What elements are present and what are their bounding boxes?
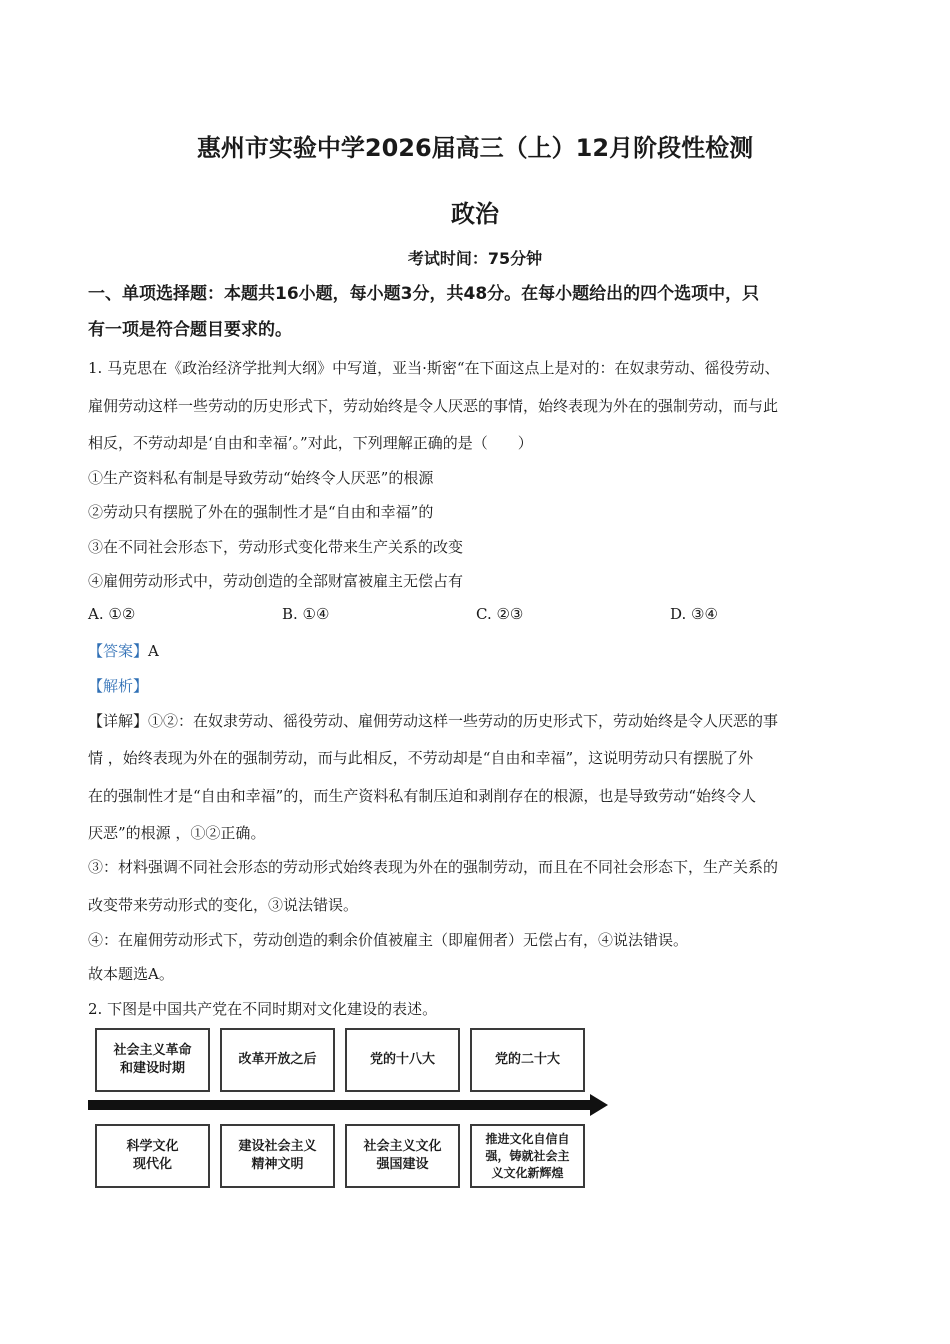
statement-label: 强，铸就社会主	[485, 1148, 570, 1163]
q1-statement: ②劳动只有摆脱了外在的强制性才是“自由和幸福”的	[88, 503, 434, 521]
answer-value: A	[148, 642, 159, 660]
period-label: 党的十八大	[369, 1052, 435, 1067]
detail-text: ①②：在奴隶劳动、徭役劳动、雇佣劳动这样一些劳动的历史形式下，劳动始终是令人厌恶的事	[148, 712, 779, 730]
period-label: 社会主义革命	[113, 1043, 192, 1058]
q1-option-d: D. ③④	[670, 605, 718, 623]
period-label: 党的二十大	[494, 1052, 560, 1067]
statement-label: 现代化	[132, 1157, 172, 1172]
section-heading-line: 有一项是符合题目要求的。	[88, 320, 292, 340]
q1-detail-line: 厌恶”的根源 ，①②正确。	[88, 824, 266, 842]
q1-detail-line: 故本题选A。	[88, 965, 174, 983]
statement-box	[95, 1124, 210, 1188]
statement-label: 社会主义文化	[363, 1139, 442, 1154]
statement-label: 推进文化自信自	[485, 1131, 570, 1146]
q1-detail-line: ③：材料强调不同社会形态的劳动形式始终表现为外在的强制劳动，而且在不同社会形态下，生产关系的	[88, 858, 779, 876]
statement-box	[345, 1124, 460, 1188]
statement-box	[220, 1124, 335, 1188]
timeline-arrow-shaft	[88, 1100, 592, 1110]
statement-label: 建设社会主义	[238, 1139, 317, 1154]
q1-stem-line: 相反，不劳动却是‘自由和幸福’。”对此，下列理解正确的是（ ）	[88, 434, 533, 452]
period-label: 改革开放之后	[238, 1052, 317, 1067]
q1-statement: ①生产资料私有制是导致劳动“始终令人厌恶”的根源	[88, 469, 434, 487]
analysis-tag: 【解析】	[88, 677, 149, 695]
exam-time: 考试时间：75分钟	[407, 249, 543, 268]
period-box	[95, 1028, 210, 1092]
q1-detail-line: 在的强制性才是“自由和幸福”的，而生产资料私有制压迫和剥削存在的根源，也是导致劳动“始终令人	[88, 787, 757, 805]
q1-option-c: C. ②③	[476, 605, 524, 623]
q1-detail-line	[88, 710, 888, 731]
q2-stem: 2. 下图是中国共产党在不同时期对文化建设的表述。	[88, 1000, 438, 1018]
q1-stem-line: 雇佣劳动这样一些劳动的历史形式下，劳动始终是令人厌恶的事情，始终表现为外在的强制劳动，而与此	[88, 397, 779, 415]
section-heading-line: 一、单项选择题：本题共16小题，每小题3分，共48分。在每小题给出的四个选项中，只	[88, 284, 760, 304]
statement-label: 科学文化	[126, 1139, 179, 1154]
period-box	[470, 1028, 585, 1092]
document-title: 惠州市实验中学2026届高三（上）12月阶段性检测	[196, 134, 754, 162]
q1-statement: ④雇佣劳动形式中，劳动创造的全部财富被雇主无偿占有	[88, 572, 464, 590]
statement-label: 义文化新辉煌	[491, 1165, 564, 1180]
q1-option-b: B. ①④	[282, 605, 330, 623]
q1-detail-line: 改变带来劳动形式的变化，③说法错误。	[88, 896, 359, 914]
q1-stem-line: 1. 马克思在《政治经济学批判大纲》中写道，亚当·斯密“在下面这点上是对的：在奴隶劳动、徭役劳动、	[88, 359, 780, 377]
period-box	[220, 1028, 335, 1092]
statement-label: 精神文明	[251, 1157, 304, 1172]
detail-tag: 【详解】	[88, 712, 149, 730]
q1-option-a: A. ①②	[88, 605, 136, 623]
period-label: 和建设时期	[119, 1061, 185, 1076]
timeline-arrow-head-icon	[590, 1094, 608, 1116]
q1-statement: ③在不同社会形态下，劳动形式变化带来生产关系的改变	[88, 538, 464, 556]
q1-answer	[88, 640, 888, 661]
section-heading	[88, 276, 878, 348]
statement-label: 强国建设	[376, 1157, 429, 1172]
answer-tag: 【答案】	[88, 642, 149, 660]
period-box	[345, 1028, 460, 1092]
q1-detail-line: 情 ，始终表现为外在的强制劳动，而与此相反，不劳动却是“自由和幸福”，这说明劳动只有摆脱了外	[88, 749, 754, 767]
subject-title: 政治	[451, 200, 499, 228]
q1-detail-line: ④：在雇佣劳动形式下，劳动创造的剩余价值被雇主（即雇佣者）无偿占有，④说法错误。	[88, 931, 689, 949]
statement-box	[470, 1124, 585, 1188]
